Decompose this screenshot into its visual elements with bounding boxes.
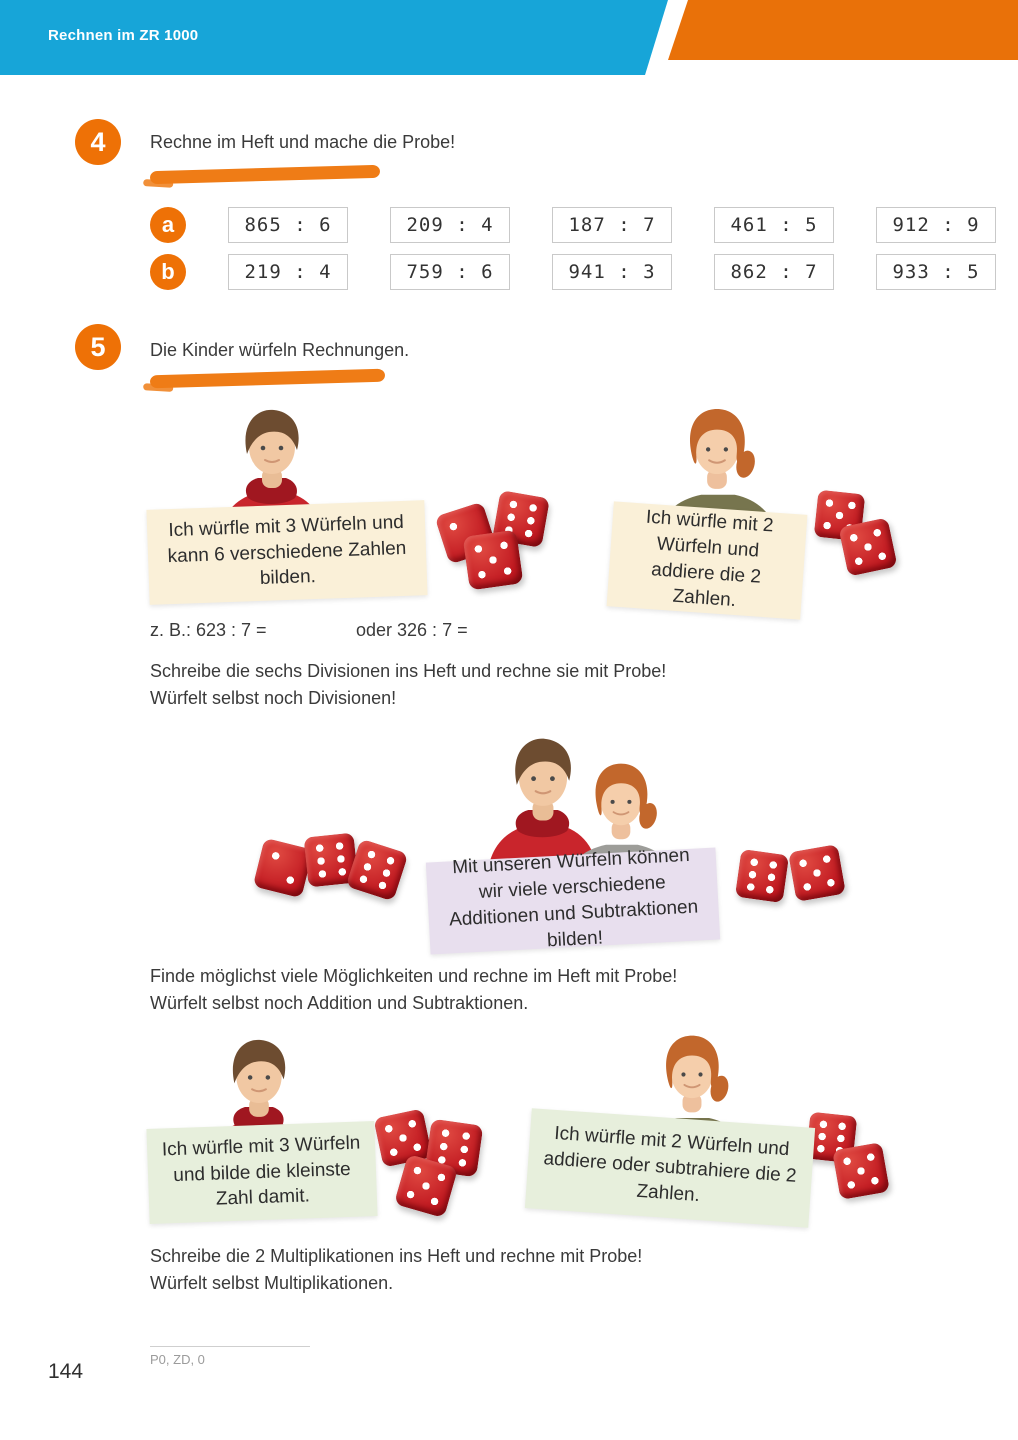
instruction-paragraph-mult bbox=[150, 1243, 642, 1296]
paragraph-line: Würfelt selbst Multiplikationen. bbox=[150, 1272, 394, 1293]
instruction-paragraph-addsub bbox=[150, 963, 677, 1016]
highlight-marker-icon bbox=[150, 165, 380, 184]
paragraph-line: Schreibe die 2 Multiplikationen ins Heft und rechne mit Probe! bbox=[150, 1246, 643, 1266]
speech-bubble-two-dice-add: Ich würfle mit 2 Würfeln und addiere die 2 Zahlen. bbox=[607, 501, 808, 619]
speech-bubble-add-sub: Mit unseren Würfeln können wir viele verschiedene Additionen und Subtraktionen bilden! bbox=[426, 847, 720, 954]
row-a-badge: a bbox=[150, 207, 186, 243]
paragraph-line: Würfelt selbst noch Addition und Subtraktionen. bbox=[150, 992, 529, 1013]
equation-box: 759 : 6 bbox=[390, 254, 510, 290]
paragraph-line: Würfelt selbst noch Divisionen! bbox=[150, 687, 397, 708]
paragraph-line: Schreibe die sechs Divisionen ins Heft und rechne sie mit Probe! bbox=[150, 661, 667, 681]
page-number: 144 bbox=[48, 1360, 84, 1383]
example-division-right: oder 326 : 7 = bbox=[356, 620, 468, 640]
die-icon-5 bbox=[832, 1142, 890, 1200]
die-icon-6 bbox=[735, 849, 789, 903]
equation-box: 862 : 7 bbox=[714, 254, 834, 290]
equation-row-a bbox=[150, 207, 996, 243]
equation-box: 461 : 5 bbox=[714, 207, 834, 243]
task-5-badge: 5 bbox=[75, 324, 121, 370]
task-4-badge: 4 bbox=[75, 119, 121, 165]
highlight-marker-icon bbox=[150, 369, 385, 389]
task-5-instruction: Die Kinder würfeln Rechnungen. bbox=[150, 340, 410, 360]
example-division-left: z. B.: 623 : 7 = bbox=[150, 620, 267, 640]
equation-row-b bbox=[150, 254, 996, 290]
footnote-divider bbox=[150, 1346, 310, 1347]
speech-bubble-smallest-number: Ich würfle mit 3 Würfeln und bilde die kleinste Zahl damit. bbox=[146, 1121, 377, 1224]
instruction-paragraph-division bbox=[150, 658, 666, 711]
die-icon-5 bbox=[788, 844, 846, 902]
row-b-badge: b bbox=[150, 254, 186, 290]
die-icon-5 bbox=[463, 530, 524, 591]
equation-box: 219 : 4 bbox=[228, 254, 348, 290]
header-title: Rechnen im ZR 1000 bbox=[48, 27, 199, 44]
equation-box: 187 : 7 bbox=[552, 207, 672, 243]
equation-box: 941 : 3 bbox=[552, 254, 672, 290]
equation-box: 933 : 5 bbox=[876, 254, 996, 290]
equation-box: 209 : 4 bbox=[390, 207, 510, 243]
speech-bubble-add-or-sub: Ich würfle mit 2 Würfeln und addiere oder subtrahiere die 2 Zahlen. bbox=[525, 1108, 815, 1228]
equation-box: 912 : 9 bbox=[876, 207, 996, 243]
die-icon-5 bbox=[838, 517, 897, 576]
equation-box: 865 : 6 bbox=[228, 207, 348, 243]
footnote-code: P0, ZD, 0 bbox=[150, 1352, 205, 1367]
paragraph-line: Finde möglichst viele Möglichkeiten und rechne im Heft mit Probe! bbox=[150, 966, 678, 986]
speech-bubble-three-dice: Ich würfle mit 3 Würfeln und kann 6 verschiedene Zahlen bilden. bbox=[146, 500, 427, 605]
task-4-instruction: Rechne im Heft und mache die Probe! bbox=[150, 132, 456, 152]
